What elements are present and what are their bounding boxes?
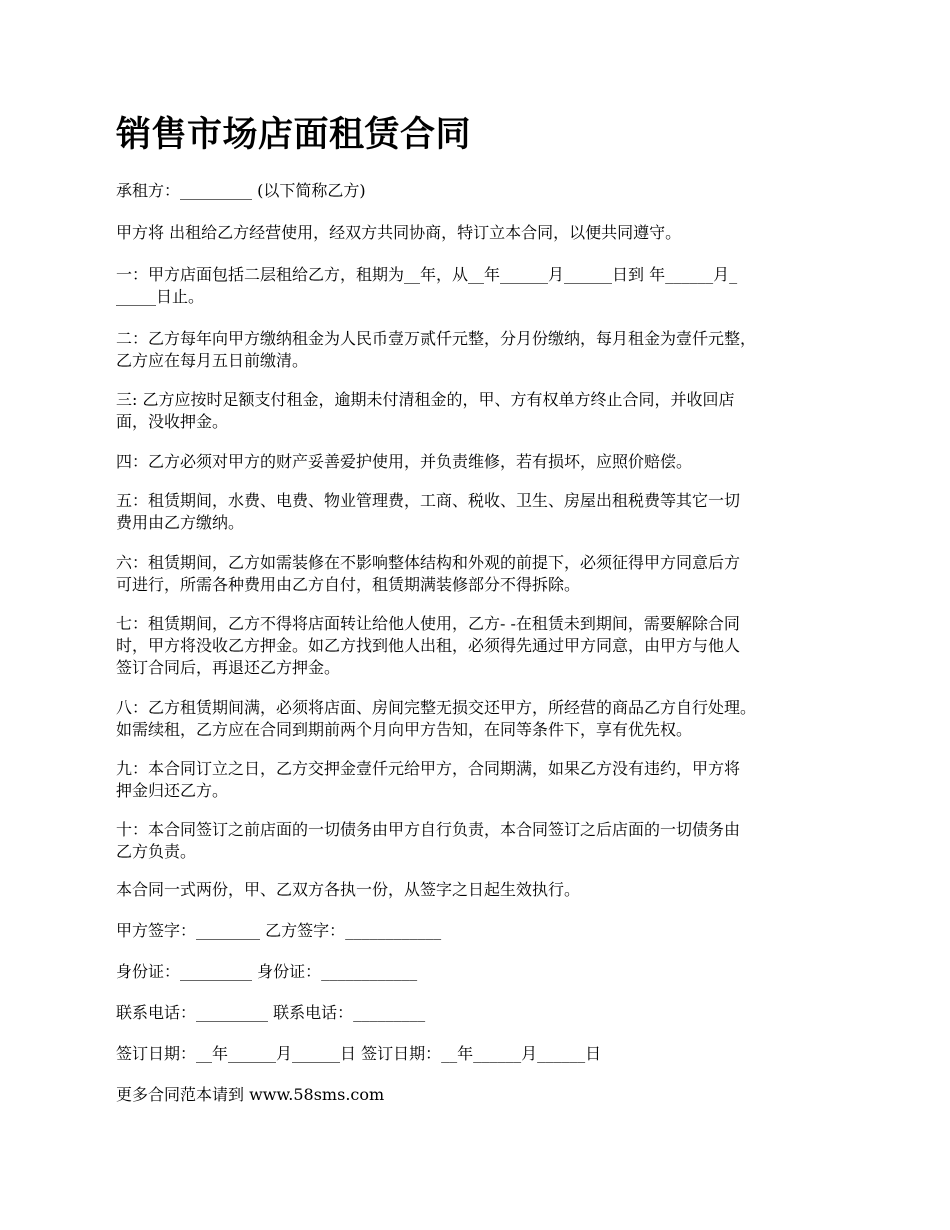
id-card-line: 身份证：_________ 身份证：____________ — [116, 962, 418, 981]
phone-line: 联系电话：_________ 联系电话：_________ — [116, 1003, 426, 1022]
document-title: 销售市场店面租赁合同 — [116, 115, 472, 155]
copies-paragraph: 本合同一式两份，甲、乙双方各执一份，从签字之日起生效执行。 — [116, 880, 581, 899]
clause-8: 八：乙方租赁期间满，必须将店面、房间完整无损交还甲方，所经营的商品乙方自行处理。 如需续租，乙方应在合同到期前两个月向甲方告知，在同等条件下，享有优先权。 — [116, 698, 757, 739]
clause-9: 九：本合同订立之日，乙方交押金壹仟元给甲方，合同期满，如果乙方没有违约，甲方将 押金归还乙方。 — [116, 759, 741, 800]
signature-line: 甲方签字：________ 乙方签字：____________ — [116, 921, 442, 940]
clause-6: 六：租赁期间，乙方如需装修在不影响整体结构和外观的前提下，必须征得甲方同意后方 可进行，所需各种费用由乙方自付，租赁期满装修部分不得拆除。 — [116, 553, 741, 594]
clause-1: 一：甲方店面包括二层租给乙方，租期为__年，从__年______月______日到 年______月_ _____日止。 — [116, 265, 738, 306]
clause-10: 十：本合同签订之前店面的一切债务由甲方自行负责，本合同签订之后店面的一切债务由 乙方负责。 — [116, 820, 741, 861]
clause-5: 五：租赁期间，水费、电费、物业管理费，工商、税收、卫生、房屋出租税费等其它一切 费用由乙方缴纳。 — [116, 491, 741, 532]
intro-paragraph: 甲方将 出租给乙方经营使用，经双方共同协商，特订立本合同，以便共同遵守。 — [116, 223, 682, 242]
clause-7: 七：租赁期间，乙方不得将店面转让给他人使用，乙方- -在租赁未到期间，需要解除合同 时，甲方将没收乙方押金。如乙方找到他人出租，必须得先通过甲方同意，由甲方与他人 签订合同后，再退还乙方押金。 — [116, 614, 741, 677]
sign-date-line: 签订日期：__年______月______日 签订日期：__年______月______日 — [116, 1044, 602, 1063]
footer-link-text: 更多合同范本请到 www.58sms.com — [116, 1085, 385, 1104]
clause-2: 二：乙方每年向甲方缴纳租金为人民币壹万贰仟元整，分月份缴纳，每月租金为壹仟元整， 乙方应在每月五日前缴清。 — [116, 329, 757, 370]
tenant-line: 承租方：_________ (以下简称乙方) — [116, 181, 366, 200]
clause-4: 四：乙方必须对甲方的财产妥善爱护使用，并负责维修，若有损坏，应照价赔偿。 — [116, 452, 693, 471]
clause-3: 三: 乙方应按时足额支付租金，逾期未付清租金的，甲、方有权单方终止合同，并收回店 面，没收押金。 — [116, 390, 735, 431]
